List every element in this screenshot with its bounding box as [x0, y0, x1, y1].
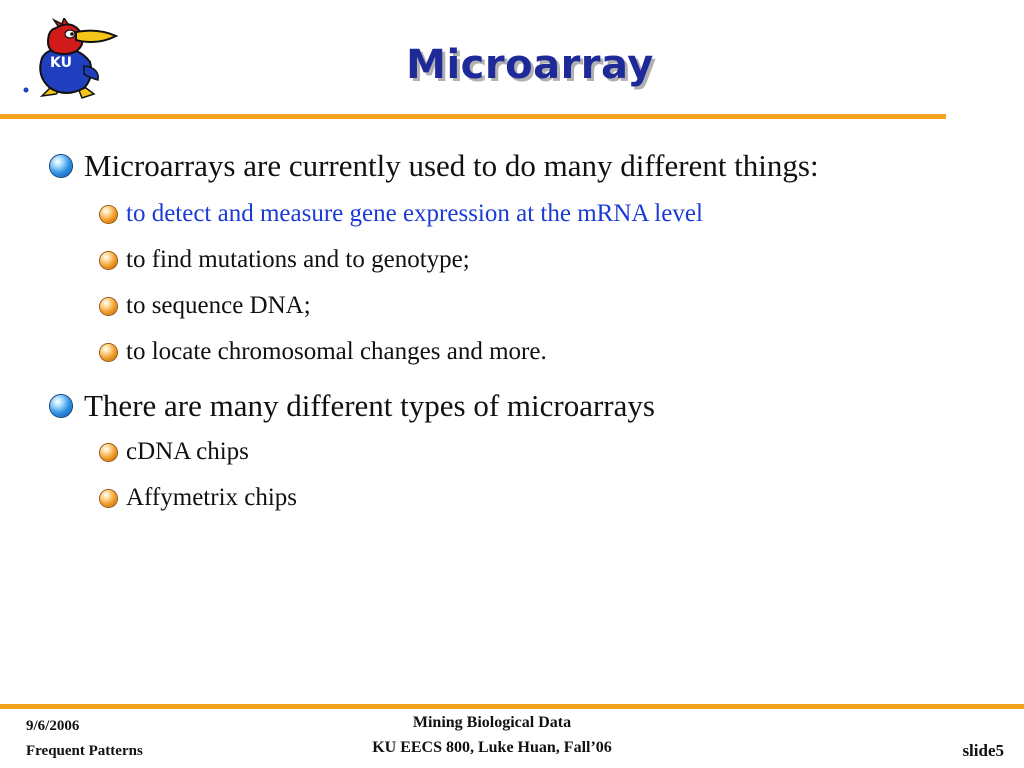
bullet-text: cDNA chips: [126, 438, 249, 465]
bullet-text: Microarrays are currently used to do many different things:: [84, 148, 819, 183]
footer-date: 9/6/2006: [26, 718, 80, 734]
logo-text: KU: [50, 55, 72, 71]
sub-bullet-item: [100, 484, 297, 512]
slide-number: slide5: [962, 741, 1004, 760]
sub-bullet-item: [100, 200, 703, 228]
orange-bullet-icon: [100, 298, 117, 315]
orange-bullet-icon: [100, 206, 117, 223]
sub-bullet-item: [100, 292, 311, 320]
bullet-text: Affymetrix chips: [126, 484, 298, 511]
bullet-item: [50, 388, 655, 424]
footer-topic: Frequent Patterns: [26, 743, 143, 759]
bullet-text: There are many different types of microarrays: [84, 388, 655, 423]
title-divider: [0, 114, 946, 119]
bullet-text: to sequence DNA;: [126, 292, 311, 319]
slide-title: Microarray: [406, 42, 654, 88]
bullet-text: to detect and measure gene expression at the mRNA level: [126, 200, 703, 227]
orange-bullet-icon: [100, 444, 117, 461]
blue-bullet-icon: [50, 155, 72, 177]
bullet-item: [50, 148, 819, 184]
sub-bullet-item: [100, 338, 547, 366]
sub-bullet-item: [100, 438, 249, 466]
blue-bullet-icon: [50, 395, 72, 417]
orange-bullet-icon: [100, 490, 117, 507]
bullet-text: to find mutations and to genotype;: [126, 246, 470, 273]
bullet-text: to locate chromosomal changes and more.: [126, 338, 547, 365]
orange-bullet-icon: [100, 344, 117, 361]
footer-course-info: KU EECS 800, Luke Huan, Fall’06: [372, 739, 612, 756]
footer-course-title: Mining Biological Data: [412, 714, 572, 731]
orange-bullet-icon: [100, 252, 117, 269]
sub-bullet-item: [100, 246, 470, 274]
footer-divider: [0, 704, 1024, 709]
